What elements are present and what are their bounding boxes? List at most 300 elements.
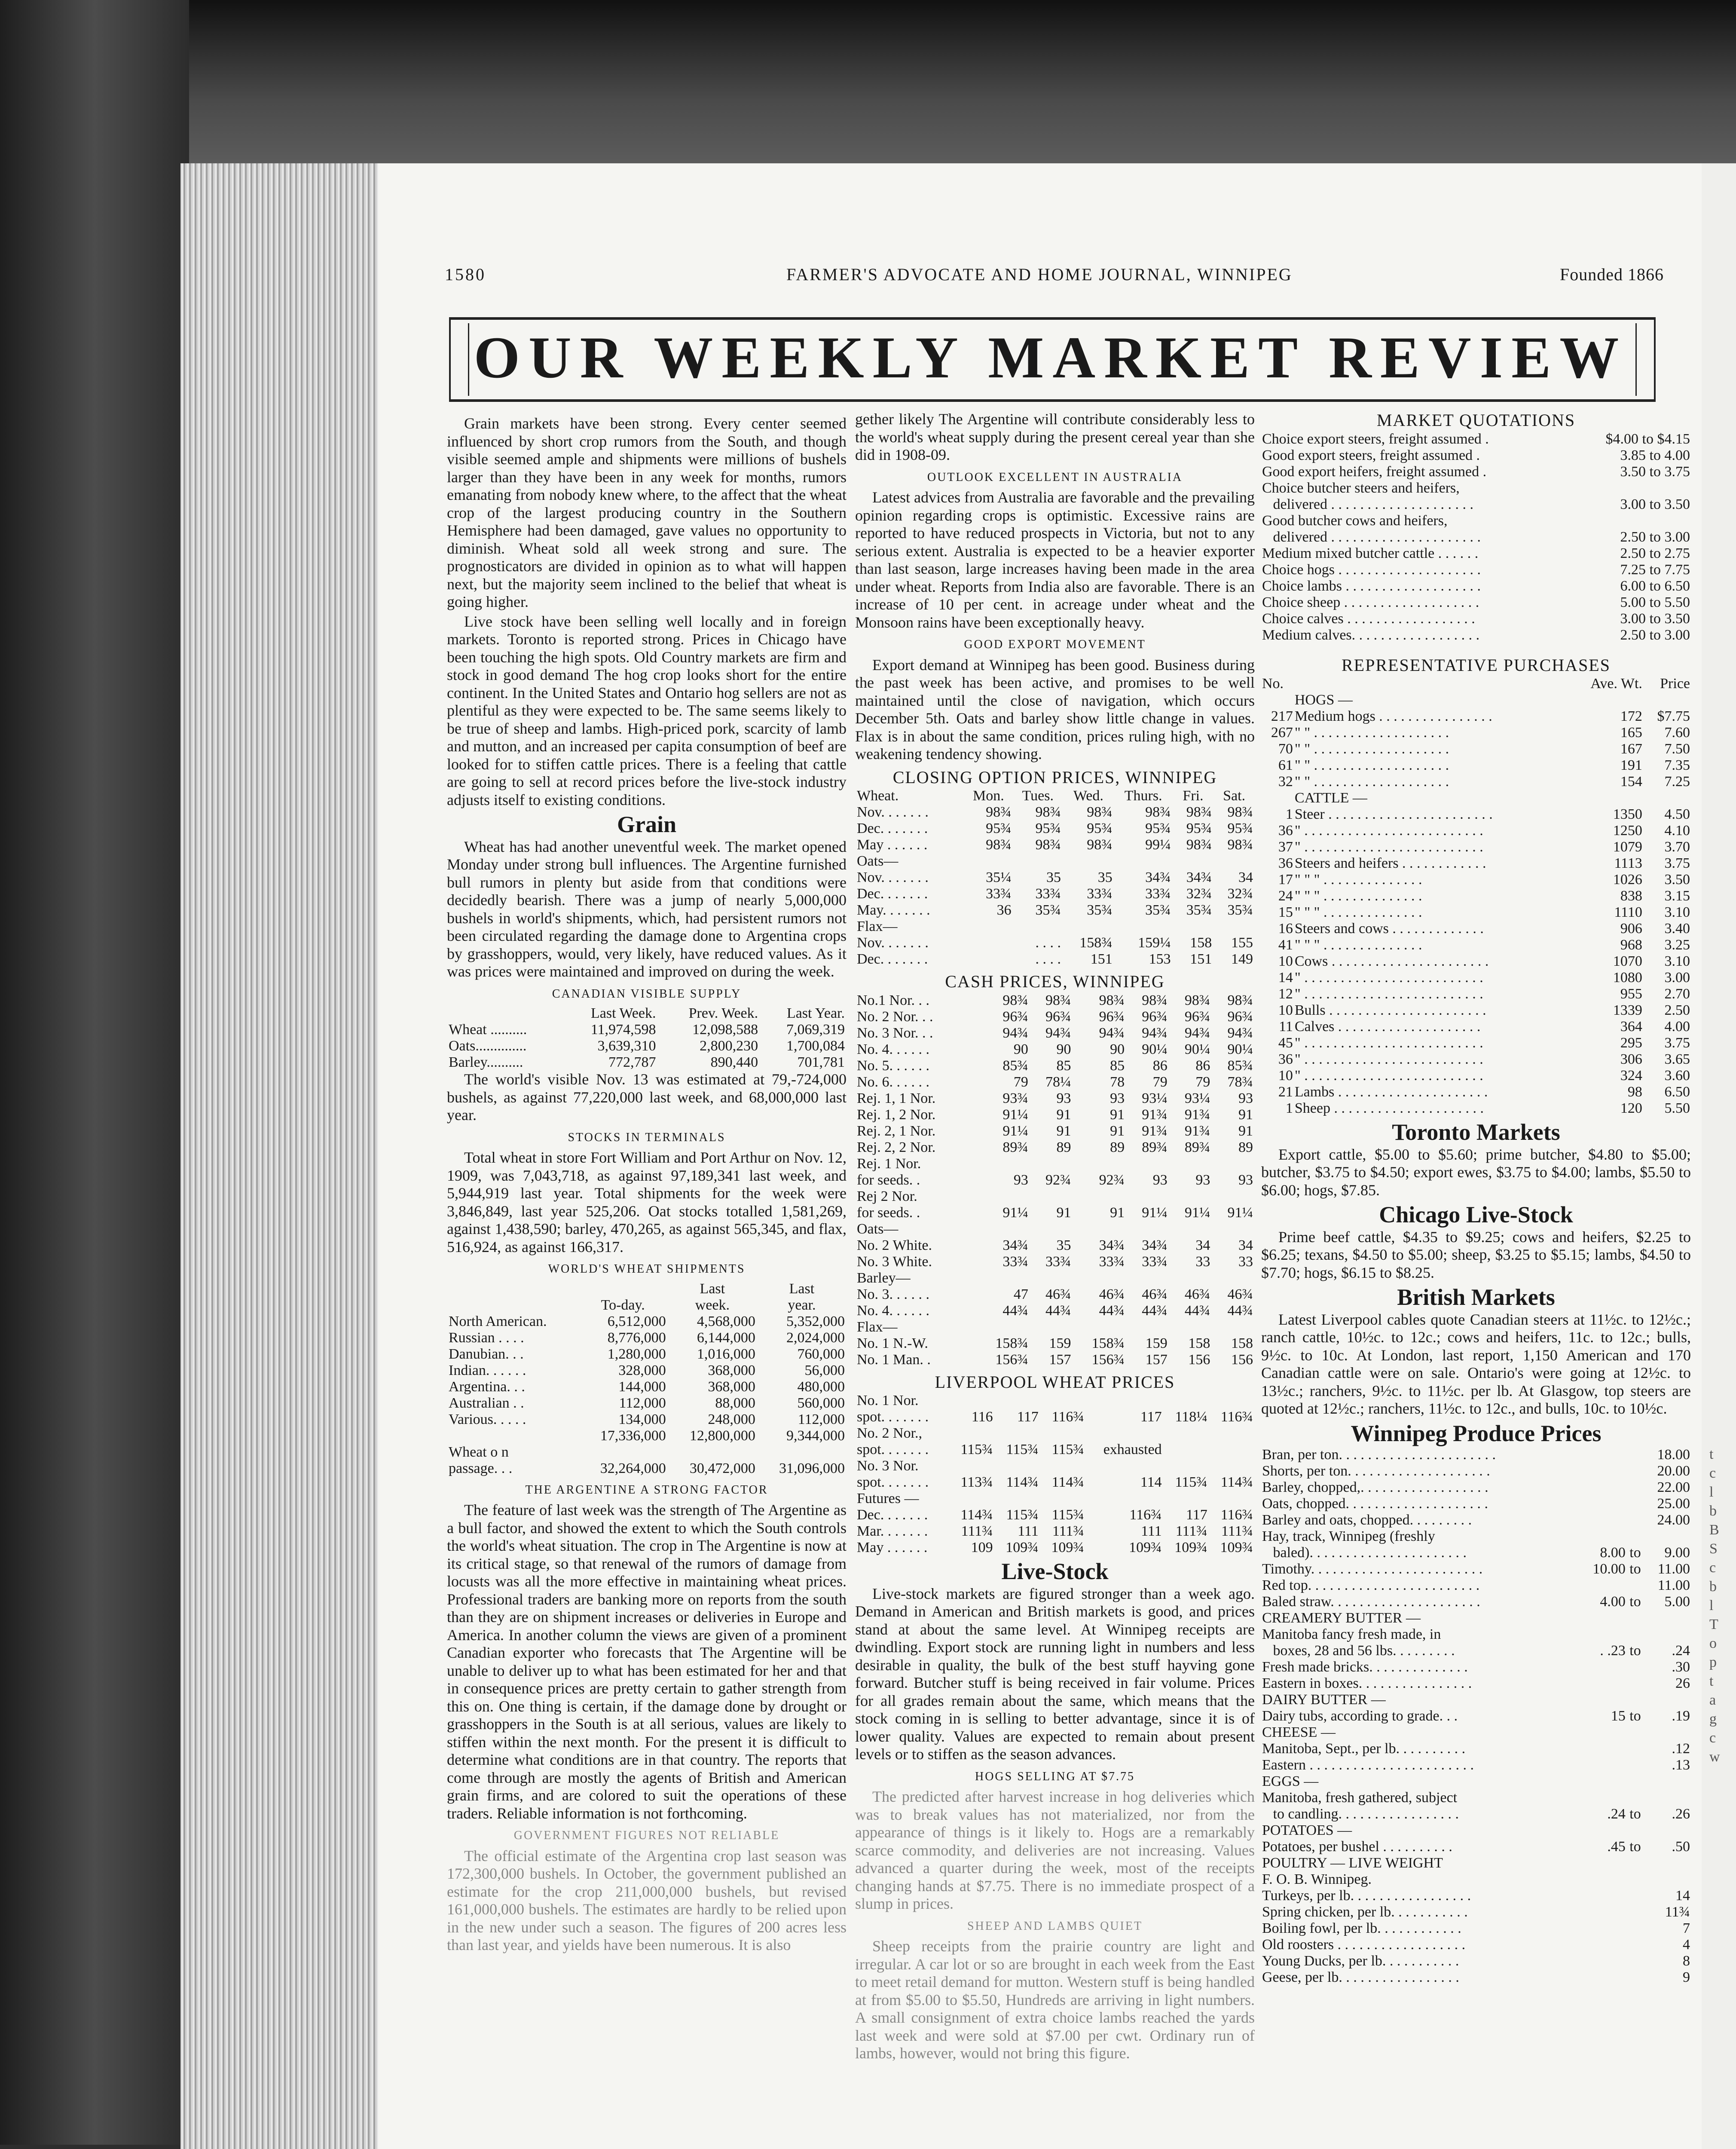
table-cell: Mon. bbox=[973, 788, 1004, 804]
table-cell: 44¾ bbox=[1227, 1302, 1253, 1319]
table-cell: 165 bbox=[1620, 725, 1642, 741]
table-cell: 91¾ bbox=[1142, 1106, 1168, 1123]
table-cell: 118¼ bbox=[1175, 1409, 1207, 1425]
table-row bbox=[1261, 1610, 1691, 1626]
table-cell: 114¾ bbox=[960, 1507, 993, 1523]
table-cell bbox=[1626, 1904, 1644, 1920]
table-cell: 44¾ bbox=[1184, 1302, 1210, 1319]
table-row bbox=[855, 1139, 1255, 1156]
table-cell bbox=[1580, 1675, 1626, 1692]
table-row bbox=[855, 1540, 1255, 1556]
table-cell: 44¾ bbox=[1099, 1302, 1125, 1319]
table-cell: Shorts, per ton. . . . . . . . . . . . . . . . . . . . bbox=[1262, 1463, 1490, 1479]
table-cell bbox=[1626, 1479, 1644, 1496]
table-cell: 109¾ bbox=[1006, 1540, 1039, 1555]
table-row bbox=[855, 1205, 1255, 1221]
table-cell: 36 bbox=[996, 902, 1012, 918]
table-cell: Boiling fowl, per lb. . . . . . . . . . . . bbox=[1262, 1920, 1461, 1936]
table-cell: 86 bbox=[1195, 1057, 1210, 1074]
margin-letter: o bbox=[1709, 1635, 1717, 1651]
table-cell: 151 bbox=[1190, 951, 1212, 967]
quotation-row bbox=[1261, 545, 1691, 562]
table-cell: 11.00 bbox=[1657, 1561, 1690, 1577]
table-row bbox=[1261, 692, 1691, 708]
table-cell bbox=[1626, 1447, 1644, 1463]
table-row bbox=[1261, 1871, 1691, 1888]
quotation-label: Choice export steers, freight assumed . bbox=[1262, 431, 1489, 447]
table-cell bbox=[1126, 1270, 1169, 1286]
table-row bbox=[855, 1352, 1255, 1368]
table-cell bbox=[1169, 1156, 1212, 1172]
table-row bbox=[1261, 1084, 1691, 1100]
table-row bbox=[447, 1346, 847, 1362]
table-cell: 78¼ bbox=[1045, 1074, 1071, 1090]
table-cell: 2,024,000 bbox=[786, 1329, 845, 1346]
table-cell: 92¾ bbox=[1045, 1172, 1071, 1188]
table-cell: 3.65 bbox=[1664, 1051, 1690, 1067]
quotation-value: 2.50 to 3.00 bbox=[1620, 627, 1690, 643]
table-cell bbox=[1040, 1491, 1086, 1507]
cash-prices-table bbox=[855, 992, 1255, 1368]
table-row bbox=[447, 1038, 847, 1054]
table-row bbox=[855, 1319, 1255, 1335]
table-cell: Sat. bbox=[1223, 788, 1246, 804]
table-cell: 89¾ bbox=[1002, 1139, 1028, 1155]
table-row bbox=[855, 1523, 1255, 1540]
table-cell bbox=[1030, 1221, 1073, 1237]
closing-prices-table bbox=[855, 788, 1255, 967]
table-row bbox=[1261, 708, 1691, 725]
table-cell: 95¾ bbox=[1035, 820, 1061, 836]
table-cell bbox=[1626, 1577, 1644, 1594]
table-row bbox=[855, 1025, 1255, 1041]
table-cell: 24 bbox=[1278, 888, 1293, 904]
table-cell: Ave. Wt. bbox=[1590, 676, 1642, 692]
quotation-value: 3.85 to 4.00 bbox=[1620, 447, 1690, 463]
table-cell: 191 bbox=[1620, 757, 1642, 773]
table-cell: 98 bbox=[1627, 1084, 1642, 1100]
table-cell: 306 bbox=[1620, 1051, 1642, 1067]
table-cell: 91 bbox=[1056, 1123, 1071, 1139]
table-cell bbox=[1580, 1479, 1626, 1496]
table-row bbox=[855, 804, 1255, 820]
table-cell: 94¾ bbox=[1002, 1025, 1028, 1041]
table-row bbox=[1261, 774, 1691, 790]
table-row bbox=[855, 1393, 1255, 1409]
table-row bbox=[855, 992, 1255, 1009]
table-cell bbox=[1169, 1270, 1212, 1286]
table-cell: 906 bbox=[1620, 921, 1642, 937]
table-cell: 91¾ bbox=[1142, 1123, 1168, 1139]
table-cell: 32 bbox=[1278, 774, 1293, 790]
table-cell: 109¾ bbox=[1174, 1540, 1207, 1555]
table-cell: May. . . . . . . bbox=[857, 902, 930, 918]
table-cell: 134,000 bbox=[618, 1411, 666, 1427]
table-cell: 158 bbox=[1190, 935, 1212, 951]
table-row bbox=[855, 1156, 1255, 1172]
quotation-label: Choice hogs . . . . . . . . . . . . . . . . . . . . bbox=[1262, 561, 1481, 578]
column-1 bbox=[447, 415, 847, 1956]
table-cell: 61 bbox=[1278, 757, 1293, 773]
table-cell bbox=[1580, 1757, 1626, 1773]
table-cell: 25.00 bbox=[1657, 1496, 1690, 1512]
visible-supply-heading: CANADIAN VISIBLE SUPPLY bbox=[552, 987, 742, 1001]
table-cell: 11 bbox=[1279, 1019, 1293, 1035]
table-cell: 3.10 bbox=[1664, 904, 1690, 920]
table-cell: 94¾ bbox=[1142, 1025, 1168, 1041]
table-cell: 85¾ bbox=[1227, 1057, 1253, 1074]
table-cell: 18.00 bbox=[1657, 1447, 1690, 1463]
table-cell: Rej 2 Nor. bbox=[857, 1188, 917, 1204]
table-row bbox=[1261, 1496, 1691, 1512]
sheep-paragraph: Sheep receipts from the prairie country are light and irregular. A car lot or so are brought in each week from the East to meet retail demand for mutton. Western stuff is being handled at from $5.00 to $5.50, Hundreds are arriving in light numbers. A small consignment of extra choice lambs reached the yards last week and were sold at $7.00 per cwt. Ordinary run of lambs, however, would not bring this figure. bbox=[855, 1938, 1255, 2062]
table-cell: Barley— bbox=[857, 1270, 911, 1286]
table-row bbox=[1261, 1773, 1691, 1790]
table-cell bbox=[1040, 1425, 1086, 1442]
table-cell bbox=[950, 1425, 995, 1442]
table-cell: 44¾ bbox=[1142, 1302, 1168, 1319]
table-cell: Young Ducks, per lb. . . . . . . . . . . bbox=[1262, 1953, 1459, 1969]
table-cell: 4.00 bbox=[1600, 1594, 1626, 1610]
liverpool-heading: LIVERPOOL WHEAT PRICES bbox=[935, 1372, 1175, 1392]
table-cell: 156¾ bbox=[995, 1351, 1028, 1368]
table-cell bbox=[1626, 1692, 1644, 1708]
table-cell: 109 bbox=[971, 1540, 993, 1555]
table-cell: 89 bbox=[1238, 1139, 1253, 1155]
table-cell: 328,000 bbox=[618, 1362, 666, 1378]
table-cell: 3.60 bbox=[1664, 1068, 1690, 1084]
table-cell bbox=[1580, 1790, 1626, 1806]
table-cell: spot. . . . . . . bbox=[857, 1442, 929, 1457]
table-cell: EGGS — bbox=[1262, 1773, 1319, 1789]
quotation-label: Good export heifers, freight assumed . bbox=[1262, 463, 1487, 480]
table-cell: to bbox=[1629, 1545, 1641, 1561]
column-2 bbox=[855, 410, 1255, 2064]
table-cell bbox=[1114, 918, 1173, 935]
table-cell: 117 bbox=[1186, 1507, 1207, 1523]
table-row bbox=[855, 935, 1255, 951]
table-cell bbox=[1040, 1393, 1086, 1409]
table-cell: " " " . . . . . . . . . . . . . . bbox=[1294, 888, 1422, 904]
table-cell: Last Year. bbox=[786, 1005, 845, 1021]
table-cell: " . . . . . . . . . . . . . . . . . . . . . . . . . bbox=[1294, 823, 1483, 839]
table-cell: Oats— bbox=[857, 853, 899, 869]
table-cell: Dec. . . . . . . bbox=[857, 820, 928, 836]
table-cell: 33¾ bbox=[1087, 886, 1113, 902]
table-cell: Calves . . . . . . . . . . . . . . . . . . . . bbox=[1294, 1019, 1481, 1035]
table-cell: 1110 bbox=[1614, 904, 1642, 920]
table-cell: No. 3 Nor. bbox=[857, 1458, 919, 1474]
table-cell: 14 bbox=[1675, 1888, 1690, 1904]
table-cell: No. 6. . . . . . bbox=[857, 1074, 930, 1090]
table-cell: 151 bbox=[1090, 951, 1113, 967]
table-cell bbox=[1580, 1496, 1626, 1512]
table-cell: 1070 bbox=[1613, 953, 1642, 969]
table-cell: 111 bbox=[1018, 1523, 1039, 1539]
table-cell: Oats.............. bbox=[449, 1038, 527, 1054]
cash-prices-heading: CASH PRICES, WINNIPEG bbox=[945, 972, 1165, 991]
table-cell bbox=[1626, 1724, 1644, 1741]
table-cell: 10.00 bbox=[1592, 1561, 1626, 1577]
quotation-row bbox=[1261, 594, 1691, 611]
table-row bbox=[1261, 1512, 1691, 1528]
table-cell: 98¾ bbox=[1186, 804, 1212, 820]
table-cell: 85 bbox=[1056, 1057, 1071, 1074]
table-cell: 3.25 bbox=[1664, 937, 1690, 953]
table-row bbox=[1261, 1594, 1691, 1610]
column-3 bbox=[1261, 406, 1691, 1986]
table-cell: 96¾ bbox=[1045, 1008, 1071, 1025]
table-cell bbox=[1580, 1692, 1626, 1708]
table-cell bbox=[995, 1491, 1040, 1507]
table-cell: 1,280,000 bbox=[607, 1346, 666, 1362]
table-cell: 90 bbox=[1110, 1041, 1125, 1057]
table-cell: 115¾ bbox=[1006, 1507, 1039, 1523]
table-cell: .24 bbox=[1672, 1643, 1690, 1659]
table-cell: 98¾ bbox=[1186, 837, 1212, 853]
argentine-paragraph: The feature of last week was the strength of The Argentine as a bull factor, and showed the extent to which the South controls the world's wheat situation. The crop in The Argentine is now at its critical stage, so that renewal of the rumors of damage from locusts was all the more effective in maintaining wheat prices. Professional traders are banking more on reports from the south than they are on shipment increases or deliveries in Europe and America. In another column the views are given of a prominent Canadian exporter who forecasts that The Argentine will be unable to deliver up to what has been estimated for her and that in consequence prices are pretty certain to gather strength from this on. One thing is certain, if the damage done by drought or grasshoppers in the South is at all serious, values are likely to stiffen within the next month. For the present it is difficult to determine what conditions are in that country. The reports that come through are mostly the agents of British and American grain firms, and are colored to suit the operations of these traders. Reliable information is not forthcoming. bbox=[447, 1501, 847, 1822]
table-cell: 955 bbox=[1620, 986, 1642, 1002]
table-cell: Tues. bbox=[1022, 788, 1054, 804]
margin-letter: b bbox=[1709, 1579, 1717, 1595]
quotation-value: 5.00 to 5.50 bbox=[1620, 594, 1690, 610]
table-row bbox=[855, 820, 1255, 837]
table-cell: 109¾ bbox=[1129, 1540, 1162, 1555]
table-cell: 91¼ bbox=[1142, 1204, 1168, 1221]
table-cell: 109¾ bbox=[1220, 1540, 1253, 1555]
table-row bbox=[1261, 1051, 1691, 1068]
table-cell: 96¾ bbox=[1099, 1008, 1125, 1025]
table-cell: .12 bbox=[1672, 1741, 1690, 1757]
shipments-table bbox=[447, 1281, 847, 1477]
table-cell: to candling. . . . . . . . . . . . . . . . . bbox=[1262, 1806, 1459, 1822]
table-row bbox=[855, 1041, 1255, 1058]
quotation-row bbox=[1261, 480, 1691, 496]
table-cell bbox=[1169, 1319, 1212, 1335]
table-cell: 12 bbox=[1278, 986, 1293, 1002]
table-cell bbox=[1212, 1221, 1255, 1237]
table-row bbox=[1261, 1068, 1691, 1084]
table-row bbox=[447, 1395, 847, 1411]
table-cell: 90¼ bbox=[1184, 1041, 1210, 1057]
table-cell: baled). . . . . . . . . . . . . . . . . . . . . . bbox=[1262, 1545, 1467, 1561]
table-cell bbox=[1644, 1855, 1691, 1871]
table-cell: 91 bbox=[1110, 1106, 1125, 1123]
table-cell: 89¾ bbox=[1184, 1139, 1210, 1155]
table-row bbox=[1261, 757, 1691, 774]
table-cell: 115¾ bbox=[1006, 1442, 1039, 1457]
table-cell: .13 bbox=[1672, 1757, 1690, 1773]
table-cell: boxes, 28 and 56 lbs. . . . . . . . . bbox=[1262, 1643, 1455, 1659]
table-row bbox=[1261, 953, 1691, 970]
table-cell: 95¾ bbox=[1087, 820, 1113, 836]
table-cell: F. O. B. Winnipeg. bbox=[1262, 1871, 1372, 1887]
table-row bbox=[855, 1172, 1255, 1188]
table-cell bbox=[976, 1221, 1030, 1237]
table-cell: 34 bbox=[1238, 1237, 1253, 1253]
table-cell: 158 bbox=[1231, 1335, 1253, 1351]
quotation-row bbox=[1261, 611, 1691, 627]
table-cell bbox=[1073, 1319, 1126, 1335]
table-cell: 99¼ bbox=[1145, 837, 1171, 853]
table-cell bbox=[1212, 1270, 1255, 1286]
table-cell bbox=[1209, 1491, 1255, 1507]
table-cell bbox=[1644, 1790, 1691, 1806]
table-cell: Flax— bbox=[857, 918, 898, 934]
table-cell bbox=[1644, 1626, 1691, 1643]
table-cell: 46¾ bbox=[1227, 1286, 1253, 1302]
table-cell: 41 bbox=[1278, 937, 1293, 953]
margin-letter: w bbox=[1709, 1749, 1720, 1765]
table-cell: 98¾ bbox=[1087, 837, 1113, 853]
quotation-row bbox=[1261, 513, 1691, 529]
table-cell: Australian . . bbox=[449, 1395, 524, 1411]
table-cell: 12,098,588 bbox=[692, 1022, 758, 1038]
table-cell: 79 bbox=[1195, 1074, 1210, 1090]
table-cell: 5,352,000 bbox=[786, 1313, 845, 1329]
table-row bbox=[1261, 986, 1691, 1002]
table-cell bbox=[1169, 1188, 1212, 1205]
produce-heading: Winnipeg Produce Prices bbox=[1351, 1420, 1602, 1446]
table-cell: 8,776,000 bbox=[607, 1329, 666, 1346]
table-cell: 24.00 bbox=[1657, 1512, 1690, 1528]
table-cell: 30,472,000 bbox=[689, 1460, 755, 1476]
table-cell: 968 bbox=[1620, 937, 1642, 953]
table-cell: No. 3 Nor. . . bbox=[857, 1025, 933, 1041]
table-cell bbox=[976, 1188, 1030, 1205]
table-cell: 4.00 bbox=[1664, 1019, 1690, 1035]
intro-paragraph: Grain markets have been strong. Every center seemed influenced by short crop rumors from the South, and though visible seemed ample and shipments were millions of bushels larger than they have been in any week for months, rumors emanating from nobody knew where, to the affect that the wheat crop of the largest producing country in the Southern Hemisphere had been damaged, gave values no opportunity to diminish. Wheat sold all week strong and sure. The prognosticators are divided in opinion as to what will happen next, but the majority seem inclined to the belief that wheat is going higher. bbox=[447, 415, 847, 610]
table-row bbox=[1261, 725, 1691, 741]
table-cell: Manitoba, fresh gathered, subject bbox=[1262, 1790, 1458, 1806]
table-cell: .45 bbox=[1607, 1839, 1626, 1855]
table-cell: 4.10 bbox=[1664, 823, 1690, 839]
table-cell: Wheat .......... bbox=[449, 1022, 527, 1038]
table-cell: 111¾ bbox=[1221, 1523, 1253, 1539]
table-row bbox=[855, 1107, 1255, 1123]
table-row bbox=[855, 951, 1255, 967]
table-cell bbox=[1086, 1425, 1164, 1442]
table-cell: 89 bbox=[1110, 1139, 1125, 1155]
table-cell: 35 bbox=[1046, 869, 1061, 885]
table-cell: 167 bbox=[1620, 741, 1642, 757]
table-cell: CREAMERY BUTTER — bbox=[1262, 1610, 1421, 1626]
table-cell: 14 bbox=[1278, 970, 1293, 986]
table-cell: 91¾ bbox=[1184, 1123, 1210, 1139]
table-cell bbox=[1013, 853, 1063, 869]
table-cell: 98¾ bbox=[1142, 992, 1168, 1008]
table-cell: Eastern . . . . . . . . . . . . . . . . . . . . . . . bbox=[1262, 1757, 1474, 1773]
table-cell: 890,440 bbox=[710, 1054, 758, 1070]
table-row bbox=[1261, 1888, 1691, 1904]
table-cell: Last Week. bbox=[591, 1005, 656, 1021]
table-cell: 149 bbox=[1231, 951, 1253, 967]
table-cell bbox=[1580, 1528, 1626, 1545]
table-cell: Rej. 1, 2 Nor. bbox=[857, 1106, 936, 1123]
table-cell: No.1 Nor. . . bbox=[857, 992, 930, 1008]
table-cell bbox=[976, 1270, 1030, 1286]
table-cell: Old roosters . . . . . . . . . . . . . . . . . . bbox=[1262, 1937, 1466, 1953]
table-cell: Mar. . . . . . . bbox=[857, 1523, 928, 1539]
table-cell: Barley and oats, chopped. . . . . . . . . bbox=[1262, 1512, 1472, 1528]
table-cell: 10 bbox=[1278, 1002, 1293, 1018]
table-row bbox=[855, 1074, 1255, 1090]
table-cell: 3.50 bbox=[1664, 872, 1690, 888]
table-cell: 89 bbox=[1056, 1139, 1071, 1155]
table-cell: 560,000 bbox=[797, 1395, 845, 1411]
quotation-value: 2.50 to 3.00 bbox=[1620, 529, 1690, 545]
table-cell: 154 bbox=[1620, 774, 1642, 790]
table-cell: 46¾ bbox=[1184, 1286, 1210, 1302]
table-row bbox=[447, 1411, 847, 1428]
table-row bbox=[1261, 1035, 1691, 1051]
table-cell: 1026 bbox=[1613, 872, 1642, 888]
table-cell: Nov. . . . . . . bbox=[857, 869, 929, 885]
table-cell: 32,264,000 bbox=[600, 1460, 666, 1476]
table-cell: 98¾ bbox=[1184, 992, 1210, 1008]
table-row bbox=[1261, 1019, 1691, 1035]
table-cell: 96¾ bbox=[1227, 1008, 1253, 1025]
table-cell: 34¾ bbox=[1142, 1237, 1168, 1253]
table-cell: " " . . . . . . . . . . . . . . . . . . . bbox=[1294, 741, 1449, 757]
table-cell bbox=[1569, 790, 1643, 806]
table-cell: 98¾ bbox=[1035, 804, 1061, 820]
table-cell bbox=[1580, 1953, 1626, 1969]
table-cell: 85¾ bbox=[1002, 1057, 1028, 1074]
table-row bbox=[855, 902, 1255, 918]
table-cell: 94¾ bbox=[1099, 1025, 1125, 1041]
table-row bbox=[1261, 1545, 1691, 1561]
table-cell: May . . . . . . bbox=[857, 1540, 928, 1555]
table-cell bbox=[447, 1428, 578, 1444]
table-cell: 32¾ bbox=[1227, 886, 1253, 902]
table-cell: 95¾ bbox=[1186, 820, 1212, 836]
table-row bbox=[447, 1428, 847, 1444]
table-row bbox=[855, 837, 1255, 853]
table-cell: 2.50 bbox=[1664, 1002, 1690, 1018]
table-row bbox=[1261, 1904, 1691, 1920]
table-row bbox=[1261, 855, 1691, 872]
table-cell: Nov. . . . . . . bbox=[857, 804, 929, 820]
table-cell: 2,800,230 bbox=[700, 1038, 758, 1054]
table-cell: 34¾ bbox=[1145, 869, 1171, 885]
table-cell: Danubian. . . bbox=[449, 1346, 524, 1362]
table-cell: " " . . . . . . . . . . . . . . . . . . . bbox=[1294, 725, 1449, 741]
table-cell: 90¼ bbox=[1227, 1041, 1253, 1057]
table-cell: 156 bbox=[1231, 1351, 1253, 1368]
table-cell: 1350 bbox=[1613, 806, 1642, 822]
table-cell: No. 2 White. bbox=[857, 1237, 932, 1253]
table-cell bbox=[1173, 918, 1214, 935]
table-row bbox=[855, 1090, 1255, 1107]
table-cell: 98¾ bbox=[1145, 804, 1171, 820]
table-cell bbox=[1126, 1188, 1169, 1205]
table-cell bbox=[1626, 1969, 1644, 1986]
table-cell: 90 bbox=[1013, 1041, 1028, 1057]
table-cell bbox=[447, 1281, 578, 1297]
table-cell: Wheat o n bbox=[449, 1444, 509, 1460]
table-cell bbox=[1626, 1790, 1644, 1806]
table-cell: 6,144,000 bbox=[697, 1329, 755, 1346]
table-cell: 11¾ bbox=[1665, 1904, 1690, 1920]
table-cell: 91 bbox=[1110, 1123, 1125, 1139]
table-cell: 20.00 bbox=[1657, 1463, 1690, 1479]
table-row bbox=[855, 853, 1255, 869]
table-cell: 1 bbox=[1285, 1100, 1293, 1116]
table-cell bbox=[447, 1005, 562, 1022]
table-cell: No. 1 N.-W. bbox=[857, 1335, 928, 1351]
table-row bbox=[855, 869, 1255, 886]
